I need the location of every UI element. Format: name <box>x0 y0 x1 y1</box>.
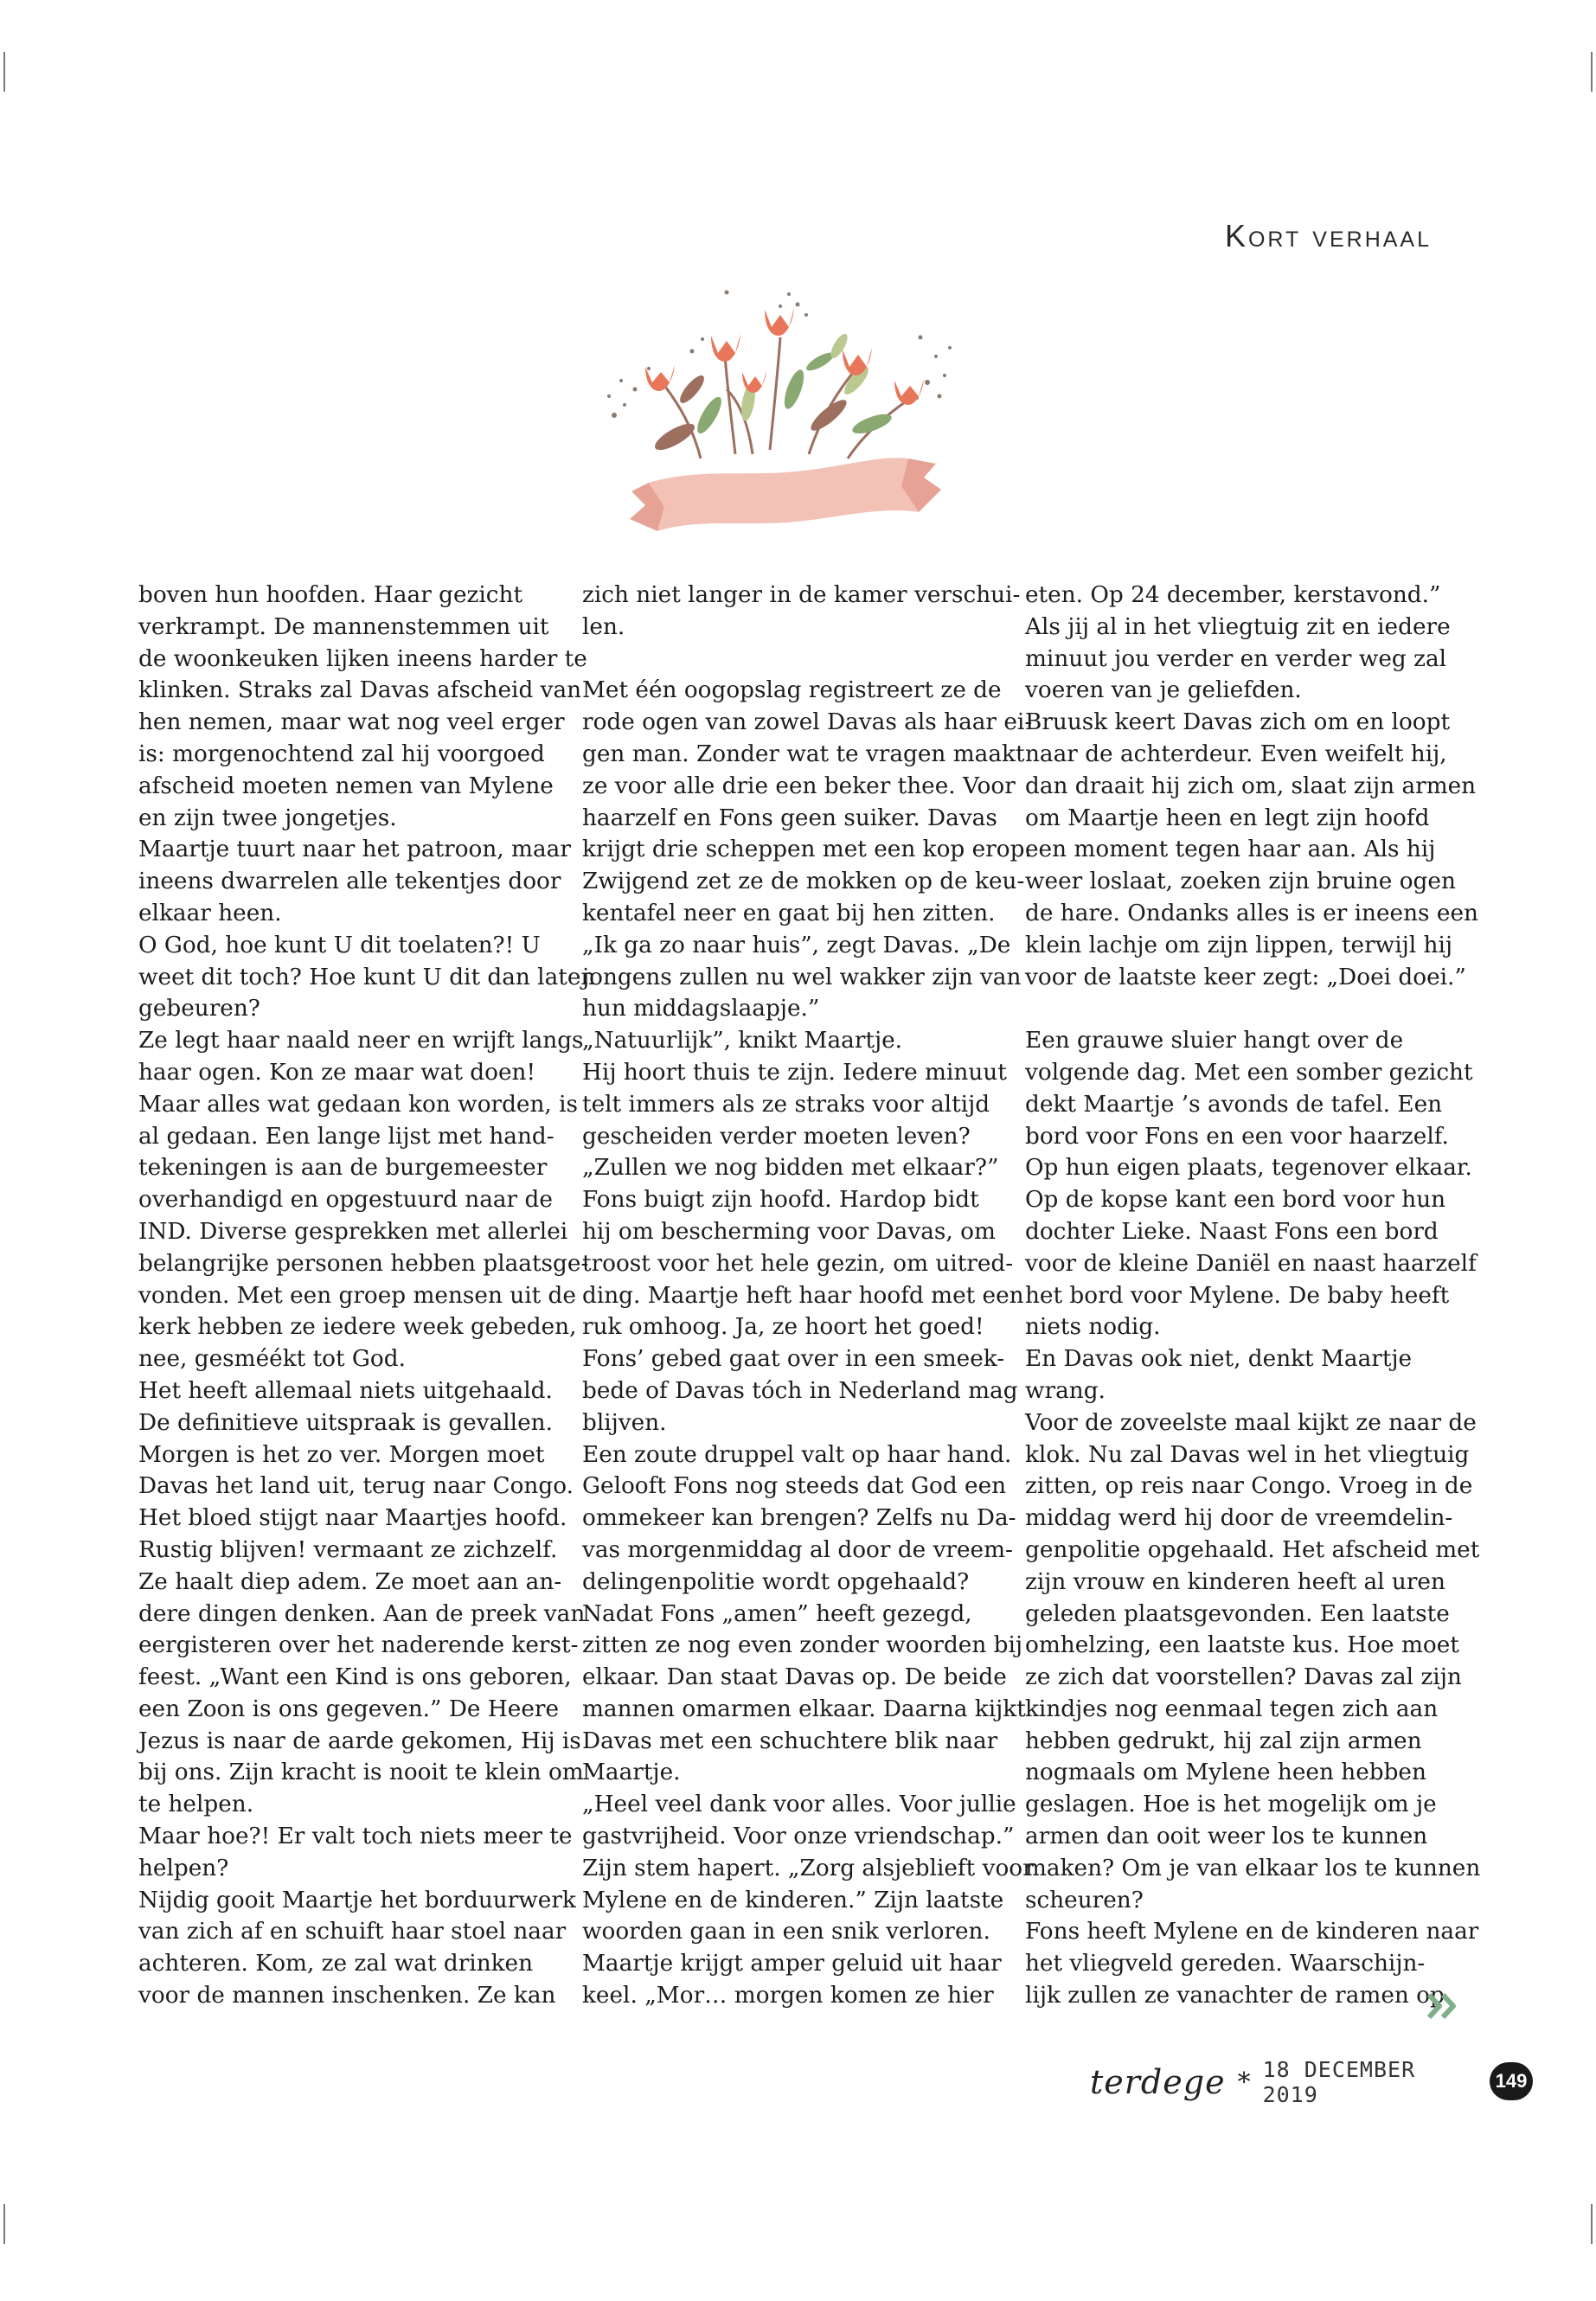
text-line: gen man. Zonder wat te vragen maakt <box>582 740 1025 767</box>
text-line: helpen? <box>138 1855 229 1881</box>
text-line: Fons heeft Mylene en de kinderen naar <box>1025 1919 1479 1945</box>
illustration-stems <box>659 337 908 458</box>
text-line: al gedaan. Een lange lijst met hand- <box>138 1123 554 1150</box>
text-line: bede of Davas tóch in Nederland mag <box>582 1377 1018 1404</box>
text-line: Maar alles wat gedaan kon worden, is <box>138 1091 579 1118</box>
page-number: 149 <box>1490 2062 1533 2100</box>
text-line: bord voor Fons en een voor haarzelf. <box>1025 1123 1449 1150</box>
text-line: eten. Op 24 december, kerstavond.” <box>1025 582 1441 608</box>
text-line: geleden plaatsgevonden. Een laatste <box>1025 1600 1450 1627</box>
text-line: elkaar heen. <box>138 900 282 926</box>
text-line: zich niet langer in de kamer verschui- <box>582 582 1021 608</box>
text-line: len. <box>582 613 625 640</box>
text-line: het bord voor Mylene. De baby heeft <box>1025 1282 1450 1309</box>
text-line: Ze haalt diep adem. Ze moet aan an- <box>138 1568 562 1595</box>
text-line: zitten, op reis naar Congo. Vroeg in de <box>1025 1473 1473 1500</box>
text-line: Davas het land uit, terug naar Congo. <box>138 1473 574 1500</box>
text-line: kentafel neer en gaat bij hen zitten. <box>582 900 996 926</box>
text-line: telt immers als ze straks voor altijd <box>582 1091 990 1118</box>
text-line: IND. Diverse gesprekken met allerlei <box>138 1218 568 1245</box>
text-line: vas morgenmiddag al door de vreem- <box>582 1536 1013 1563</box>
text-line: klein lachje om zijn lippen, terwijl hij <box>1025 932 1453 958</box>
text-line: dekt Maartje ’s avonds de tafel. Een <box>1025 1091 1443 1118</box>
text-line: Maartje. <box>582 1759 681 1786</box>
text-line: ommekeer kan brengen? Zelfs nu Da- <box>582 1505 1016 1532</box>
text-line: kerk hebben ze iedere week gebeden, <box>138 1314 577 1341</box>
text-line: Nadat Fons „amen” heeft gezegd, <box>582 1600 972 1627</box>
text-line: genpolitie opgehaald. Het afscheid met <box>1025 1536 1480 1563</box>
text-line: voor de laatste keer zegt: „Doei doei.” <box>1025 964 1466 990</box>
text-line: En Davas ook niet, denkt Maartje <box>1025 1346 1413 1373</box>
text-line: Davas met een schuchtere blik naar <box>582 1727 998 1754</box>
floral-banner-illustration <box>597 285 960 549</box>
text-line: Bruusk keert Davas zich om en loopt <box>1025 709 1451 736</box>
text-line: niets nodig. <box>1025 1314 1161 1341</box>
crop-mark-top-right <box>1591 52 1593 92</box>
text-line: woorden gaan in een snik verloren. <box>582 1919 990 1945</box>
text-line: ze zich dat voorstellen? Davas zal zijn <box>1025 1664 1462 1691</box>
text-line: delingenpolitie wordt opgehaald? <box>582 1568 970 1595</box>
paragraph-break <box>582 644 1015 676</box>
text-line: zijn vrouw en kinderen heeft al uren <box>1025 1568 1445 1595</box>
text-line: een moment tegen haar aan. Als hij <box>1025 836 1436 863</box>
text-line: Maar hoe?! Er valt toch niets meer te <box>138 1823 573 1850</box>
crop-mark-top-left <box>3 52 5 92</box>
text-line: maken? Om je van elkaar los te kunnen <box>1025 1855 1481 1881</box>
text-line: overhandigd en opgestuurd naar de <box>138 1187 553 1214</box>
text-line: de woonkeuken lijken ineens harder te <box>138 645 587 672</box>
text-line: troost voor het hele gezin, om uitred- <box>582 1250 1014 1277</box>
text-line: Op de kopse kant een bord voor hun <box>1025 1187 1446 1214</box>
text-line: O God, hoe kunt U dit toelaten?! U <box>138 932 541 958</box>
text-line: ruk omhoog. Ja, ze hoort het goed! <box>582 1314 984 1341</box>
text-line: Maartje tuurt naar het patroon, maar <box>138 836 571 863</box>
text-line: Als jij al in het vliegtuig zit en iedere <box>1025 613 1451 640</box>
text-line: Nijdig gooit Maartje het borduurwerk <box>138 1887 576 1913</box>
text-line: Mylene en de kinderen.” Zijn laatste <box>582 1887 1004 1913</box>
text-line: vonden. Met een groep mensen uit de <box>138 1282 576 1309</box>
text-line: weer loslaat, zoeken zijn bruine ogen <box>1025 868 1456 895</box>
text-line: Maartje krijgt amper geluid uit haar <box>582 1951 1002 1977</box>
text-line: „Natuurlijk”, knikt Maartje. <box>582 1028 903 1054</box>
text-line: boven hun hoofden. Haar gezicht <box>138 582 523 608</box>
text-line: Het heeft allemaal niets uitgehaald. <box>138 1377 553 1404</box>
text-column-2 <box>582 580 1034 2012</box>
text-column-3 <box>1025 580 1481 2012</box>
text-line: gastvrijheid. Voor onze vriendschap.” <box>582 1823 1015 1850</box>
footer-separator: * <box>1237 2067 1251 2098</box>
text-line: elkaar. Dan staat Davas op. De beide <box>582 1664 1007 1691</box>
text-line: zitten ze nog even zonder woorden bij <box>582 1632 1023 1659</box>
text-line: Een zoute druppel valt op haar hand. <box>582 1441 1012 1468</box>
text-line: jongens zullen nu wel wakker zijn van <box>582 964 1022 990</box>
text-line: gebeuren? <box>138 996 260 1022</box>
text-line: lijk zullen ze vanachter de ramen op <box>1025 1983 1445 2009</box>
text-line: dochter Lieke. Naast Fons een bord <box>1025 1218 1439 1245</box>
text-line: Op hun eigen plaats, tegenover elkaar. <box>1025 1155 1472 1182</box>
text-line: wrang. <box>1025 1377 1106 1404</box>
text-line: omhelzing, een laatste kus. Hoe moet <box>1025 1632 1459 1659</box>
text-line: klinken. Straks zal Davas afscheid van <box>138 677 582 704</box>
double-chevron-right-icon <box>1426 1990 1460 2022</box>
text-line: verkrampt. De mannenstemmen uit <box>138 613 549 640</box>
text-line: volgende dag. Met een somber gezicht <box>1025 1059 1473 1086</box>
text-line: Een grauwe sluier hangt over de <box>1025 1028 1404 1054</box>
text-line: de hare. Ondanks alles is er ineens een <box>1025 900 1478 926</box>
text-line: gescheiden verder moeten leven? <box>582 1123 971 1150</box>
text-line: haarzelf en Fons geen suiker. Davas <box>582 804 997 831</box>
text-line: bij ons. Zijn kracht is nooit te klein om <box>138 1759 584 1786</box>
crop-mark-bottom-right <box>1591 2204 1593 2244</box>
text-line: mannen omarmen elkaar. Daarna kijkt <box>582 1695 1026 1722</box>
text-line: is: morgenochtend zal hij voorgoed <box>138 740 545 767</box>
text-line: eergisteren over het naderende kerst- <box>138 1632 579 1659</box>
text-line: en zijn twee jongetjes. <box>138 804 397 831</box>
text-line: Gelooft Fons nog steeds dat God een <box>582 1473 1007 1500</box>
illustration-leaves <box>651 331 894 455</box>
text-line: ineens dwarrelen alle tekentjes door <box>138 868 561 895</box>
text-line: Zwijgend zet ze de mokken op de keu- <box>582 868 1025 895</box>
text-line: middag werd hij door de vreemdelin- <box>1025 1505 1453 1532</box>
text-line: ding. Maartje heft haar hoofd met een <box>582 1282 1024 1309</box>
text-line: „Ik ga zo naar huis”, zegt Davas. „De <box>582 932 1011 958</box>
text-line: van zich af en schuift haar stoel naar <box>138 1919 567 1945</box>
text-line: voor de kleine Daniël en naast haarzelf <box>1025 1250 1477 1277</box>
text-column-1 <box>138 580 596 2012</box>
text-line: ze voor alle drie een beker thee. Voor <box>582 772 1016 799</box>
issue-date: 18 DECEMBER 2019 <box>1262 2057 1416 2107</box>
text-line: naar de achterdeur. Even weifelt hij, <box>1025 740 1447 767</box>
text-line: keel. „Mor… morgen komen ze hier <box>582 1983 994 2009</box>
text-line: klok. Nu zal Davas wel in het vliegtuig <box>1025 1441 1470 1468</box>
text-line: voor de mannen inschenken. Ze kan <box>138 1983 556 2009</box>
section-label: Kort verhaal <box>1224 218 1432 253</box>
text-line: „Zullen we nog bidden met elkaar?” <box>582 1155 999 1182</box>
text-line: hij om bescherming voor Davas, om <box>582 1218 996 1245</box>
text-line: Jezus is naar de aarde gekomen, Hij is <box>138 1727 581 1754</box>
text-line: feest. „Want een Kind is ons geboren, <box>138 1664 572 1691</box>
text-line: weet dit toch? Hoe kunt U dit dan laten <box>138 964 596 990</box>
text-line: geslagen. Hoe is het mogelijk om je <box>1025 1791 1437 1818</box>
paragraph-break <box>1025 993 1458 1025</box>
text-line: een Zoon is ons gegeven.” De Heere <box>138 1695 560 1722</box>
text-line: nogmaals om Mylene heen hebben <box>1025 1759 1426 1786</box>
text-line: Fons’ gebed gaat over in een smeek- <box>582 1346 1005 1373</box>
text-line: hun middagslaapje.” <box>582 996 820 1022</box>
text-line: Met één oogopslag registreert ze de <box>582 677 1002 704</box>
text-line: tekeningen is aan de burgemeester <box>138 1155 548 1182</box>
text-line: scheuren? <box>1025 1887 1144 1913</box>
text-line: Ze legt haar naald neer en wrijft langs <box>138 1028 584 1054</box>
text-line: voeren van je geliefden. <box>1025 677 1302 704</box>
text-line: Fons buigt zijn hoofd. Hardop bidt <box>582 1187 979 1214</box>
text-line: Hij hoort thuis te zijn. Iedere minuut <box>582 1059 1007 1086</box>
text-line: belangrijke personen hebben plaatsge- <box>138 1250 589 1277</box>
text-line: achteren. Kom, ze zal wat drinken <box>138 1951 534 1977</box>
text-line: afscheid moeten nemen van Mylene <box>138 772 554 799</box>
page-footer <box>1090 2057 1436 2107</box>
magazine-brand: terdege <box>1090 2063 1226 2101</box>
crop-mark-bottom-left <box>3 2204 5 2244</box>
text-line: blijven. <box>582 1409 667 1436</box>
text-line: dere dingen denken. Aan de preek van <box>138 1600 586 1627</box>
text-line: rode ogen van zowel Davas als haar ei- <box>582 709 1033 736</box>
text-line: Zijn stem hapert. „Zorg alsjeblieft voor <box>582 1855 1034 1881</box>
text-line: Morgen is het zo ver. Morgen moet <box>138 1441 545 1468</box>
text-line: Het bloed stijgt naar Maartjes hoofd. <box>138 1505 567 1532</box>
text-line: nee, gesméékt tot God. <box>138 1346 406 1373</box>
text-line: hebben gedrukt, hij zal zijn armen <box>1025 1727 1422 1754</box>
text-line: hen nemen, maar wat nog veel erger <box>138 709 565 736</box>
text-line: „Heel veel dank voor alles. Voor jullie <box>582 1791 1016 1818</box>
text-line: Voor de zoveelste maal kijkt ze naar de <box>1025 1409 1477 1436</box>
text-line: Rustig blijven! vermaant ze zichzelf. <box>138 1536 558 1563</box>
illustration-banner <box>630 458 941 531</box>
text-line: armen dan ooit weer los te kunnen <box>1025 1823 1428 1850</box>
text-line: dan draait hij zich om, slaat zijn armen <box>1025 772 1477 799</box>
text-line: om Maartje heen en legt zijn hoofd <box>1025 804 1430 831</box>
text-line: te helpen. <box>138 1791 254 1818</box>
text-line: kindjes nog eenmaal tegen zich aan <box>1025 1695 1439 1722</box>
text-line: het vliegveld gereden. Waarschijn- <box>1025 1951 1426 1977</box>
text-line: krijgt drie scheppen met een kop erop. <box>582 836 1032 863</box>
text-line: minuut jou verder en verder weg zal <box>1025 645 1447 672</box>
text-line: De definitieve uitspraak is gevallen. <box>138 1409 553 1436</box>
text-line: haar ogen. Kon ze maar wat doen! <box>138 1059 536 1086</box>
